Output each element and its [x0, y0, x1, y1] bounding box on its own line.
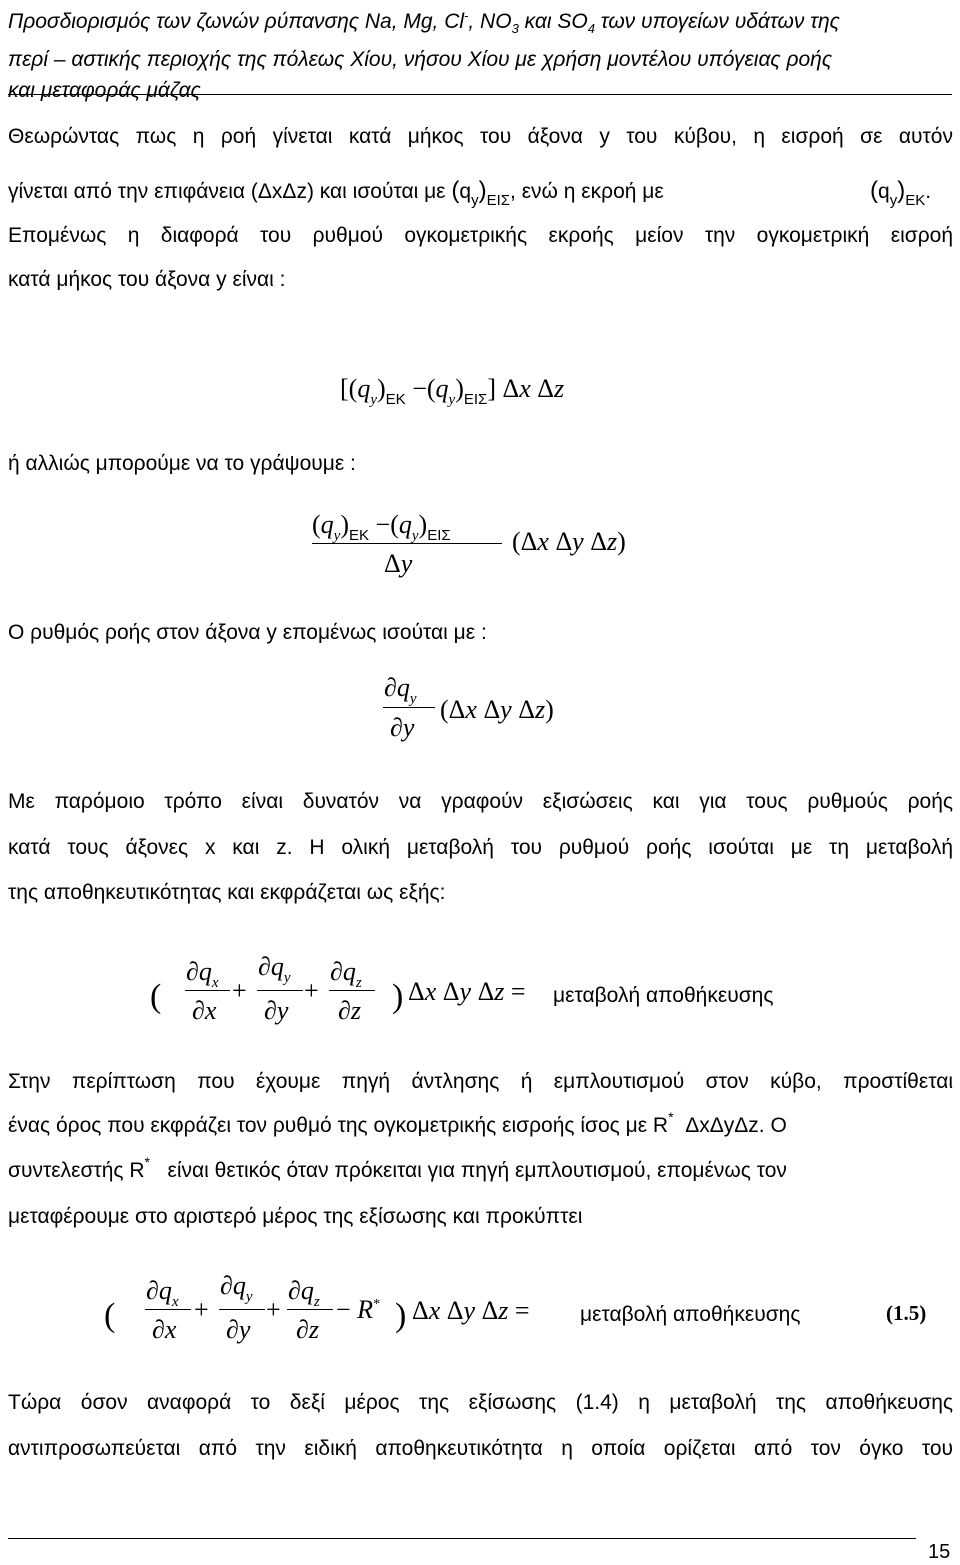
eq5-bar-y [219, 1309, 265, 1310]
p1-line-1: Θεωρώντας πως η ροή γίνεται κατά μήκος του άξονα y του κύβου, η εισροή σε αυτόν [8, 125, 953, 148]
running-header [8, 0, 953, 106]
p1-line-3: Επομένως η διαφορά του ρυθμού ογκομετρικής εκροής μείον την ογκομετρική εισροή [8, 224, 953, 247]
equation-flow-difference: $[(q_y)_{EK} -(q_y)_{EI\Sigma}]$ Δx Δz [340, 374, 565, 408]
p4-line-1: Με παρόμοιο τρόπο είναι δυνατόν να γραφούν εξισώσεις και για τους ρυθμούς ροής [8, 790, 953, 813]
eq5-storage-label: μεταβολή αποθήκευσης [580, 1303, 801, 1326]
footer-rule [8, 1538, 916, 1539]
eq5-plus-2: + [266, 1295, 281, 1324]
eq2-numerator: $(q_y)_{EK} -(q_y)_{EI\Sigma}$ [312, 510, 451, 544]
p5-line-4: μεταφέρουμε στο αριστερό μέρος της εξίσωσης και προκύπτει [8, 1205, 583, 1228]
page-number: 15 [928, 1541, 951, 1563]
eq2-denominator: Δy [384, 549, 413, 578]
p4-line-2: κατά τους άξονες x και z. Η ολική μεταβολή του ρυθμού ροής ισούται με τη μεταβολή [8, 836, 953, 859]
p4-line-3: της αποθηκευτικότητας και εκφράζεται ως εξής: [8, 881, 446, 904]
eq4-dqx: $\partial q_x$ [186, 957, 219, 991]
eq5-dqz: $\partial q_z$ [288, 1276, 320, 1310]
eq4-dqy: $\partial q_y$ [258, 952, 291, 986]
header-rule [8, 94, 952, 95]
eq5-dqy: $\partial q_y$ [220, 1271, 253, 1305]
eq4-bar-x [185, 990, 230, 991]
eq3-numerator: $\partial q_y$ [384, 673, 417, 707]
eq4-dqz: $\partial q_z$ [330, 957, 362, 991]
p5-line-2: ένας όρος που εκφράζει τον ρυθμό της ογκομετρικής εισροής ίσος με R* ΔxΔyΔz. Ο [8, 1109, 787, 1137]
eq4-open-paren: ( [150, 978, 162, 1015]
outflow-symbol: $(q_y)_{EK}$. [870, 177, 932, 209]
eq5-plus-1: + [194, 1295, 209, 1324]
header-line-3: και μεταφοράς μάζας [8, 79, 201, 103]
p6-line-2: αντιπροσωπεύεται από την ειδική αποθηκευτικότητα η οποία ορίζεται από τον όγκο του [8, 1437, 953, 1460]
eq2-volume-term: (Δx Δy Δz) [512, 527, 626, 556]
eq4-dx: ∂x [192, 996, 217, 1025]
eq4-close-paren: ) [392, 978, 404, 1015]
header-line-2: περί – αστικής περιοχής της πόλεως Χίου, νήσου Χίου με χρήση μοντέλου υπόγειας ροής [8, 48, 833, 72]
header-line-1: Προσδιορισμός των ζωνών ρύπανσης Na, Mg, Cl-, $NO_3$ και $SO_4$ των υπογείων υδάτων της [8, 8, 840, 37]
p5-line-3: συντελεστής R* είναι θετικός όταν πρόκειται για πηγή εμπλουτισμού, επομένως τον [8, 1154, 787, 1182]
eq5-R-term: − R* [336, 1295, 381, 1324]
p6-line-1: Τώρα όσον αναφορά το δεξί μέρος της εξίσωσης (1.4) η μεταβολή της αποθήκευσης [8, 1391, 953, 1414]
eq5-bar-z [287, 1309, 333, 1310]
eq4-bar-z [329, 990, 375, 991]
p2-line: ή αλλιώς μπορούμε να το γράψουμε : [8, 452, 356, 475]
eq5-bar-x [145, 1309, 191, 1310]
eq3-volume-term: (Δx Δy Δz) [440, 695, 554, 724]
eq4-dz: ∂z [338, 996, 361, 1025]
p5-line-1: Στην περίπτωση που έχουμε πηγή άντλησης ή εμπλουτισμού στον κύβο, προστίθεται [8, 1070, 953, 1093]
eq2-fraction-bar [312, 543, 502, 544]
eq3-fraction-bar [383, 707, 435, 708]
eq5-dy: ∂y [226, 1315, 251, 1344]
eq5-volume: Δx Δy Δz = [412, 1296, 530, 1325]
eq4-plus-1: + [232, 976, 247, 1005]
p1-line-2: γίνεται από την επιφάνεια (ΔxΔz) και ισούται με $(q_y)_{EI\Sigma}$, ενώ η εκροή με [8, 177, 664, 209]
eq4-volume: Δx Δy Δz = [408, 977, 526, 1006]
p1-line-4: κατά μήκος του άξονα y είναι : [8, 268, 286, 291]
eq5-number: (1.5) [886, 1301, 927, 1325]
eq3-denominator: ∂y [390, 713, 415, 742]
eq4-plus-2: + [304, 976, 319, 1005]
eq5-dqx: $\partial q_x$ [146, 1276, 179, 1310]
eq4-storage-label: μεταβολή αποθήκευσης [553, 984, 774, 1007]
eq5-open-paren: ( [104, 1297, 116, 1334]
eq5-dx: ∂x [152, 1315, 177, 1344]
eq4-dy: ∂y [264, 996, 289, 1025]
eq5-dz: ∂z [296, 1315, 319, 1344]
p3-line: Ο ρυθμός ροής στον άξονα y επομένως ισούται με : [8, 621, 487, 644]
eq5-close-paren: ) [395, 1297, 407, 1334]
eq4-bar-y [257, 990, 303, 991]
